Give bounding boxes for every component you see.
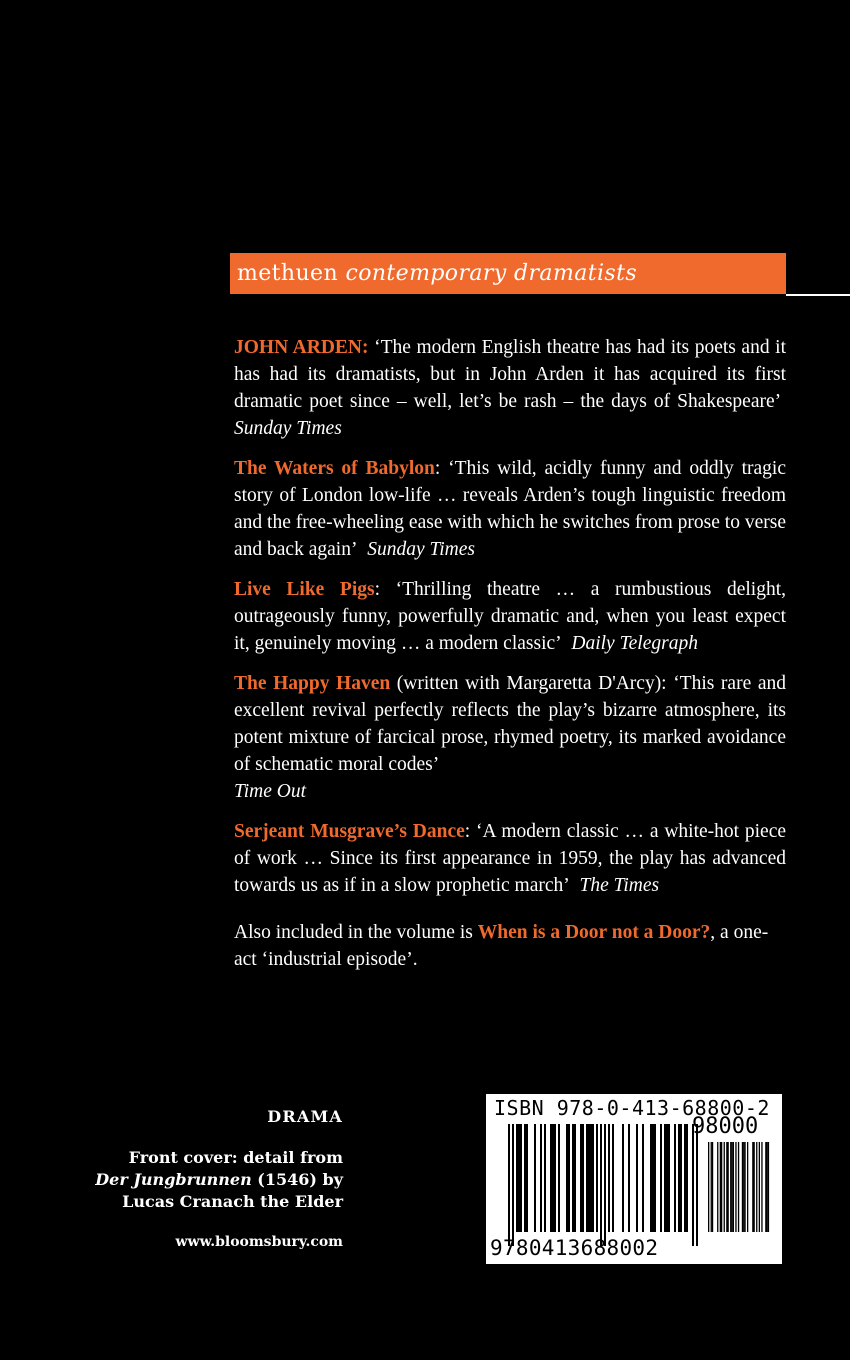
barcode-bar <box>588 1124 590 1232</box>
blurb-title: Live Like Pigs <box>234 579 375 600</box>
ean-left-group: 780413 <box>502 1236 581 1260</box>
banner-rule <box>786 294 850 296</box>
price-bar <box>726 1142 727 1232</box>
barcode-bar <box>680 1124 682 1232</box>
barcode-bar <box>696 1124 698 1246</box>
credit-line-3: Lucas Cranach the Elder <box>122 1192 343 1211</box>
blurb-quote: ‘This wild, acidly funny and oddly tragic story of London low-life … reveals Arden’s tough linguistic freedom and the free-wheeling ease with which he switches from prose to verse and back again’ <box>234 458 786 560</box>
price-bar <box>767 1142 768 1232</box>
barcode-bar <box>666 1124 668 1232</box>
blurb-separator: : <box>362 337 375 358</box>
blurb-quote: ‘This rare and excellent revival perfectly reflects the play’s bizarre atmosphere, its potent mixture of farcical prose, rhymed poetry, its marked avoidance of schematic moral codes’ <box>234 673 786 775</box>
blurb-source: Sunday Times <box>367 539 475 560</box>
isbn-label: ISBN 978-0-413-68800-2 <box>494 1096 770 1120</box>
barcode-bar <box>684 1124 686 1232</box>
blurb-separator: : <box>464 821 477 842</box>
barcode-bar <box>612 1124 614 1232</box>
blurb-quote: ‘A modern classic … a white-hot piece of work … Since its first appearance in 1959, the play has advanced towards us as if in a slow prophetic march’ <box>234 821 787 896</box>
series-name: contemporary dramatists <box>345 261 638 286</box>
barcode-bar <box>600 1124 602 1246</box>
price-code: 98000 <box>692 1114 759 1139</box>
blurb-title: Serjeant Musgrave’s Dance <box>234 821 465 842</box>
barcode-bar <box>664 1124 666 1232</box>
price-bar <box>765 1142 766 1232</box>
price-bar <box>711 1142 712 1232</box>
price-bar <box>708 1142 709 1232</box>
barcode-bar <box>604 1124 606 1246</box>
barcode-bar <box>518 1124 520 1232</box>
blurb-source: The Times <box>579 875 660 896</box>
barcode-bar <box>660 1124 662 1232</box>
price-bar <box>721 1142 722 1232</box>
barcode-bar <box>512 1124 514 1246</box>
also-suffix: , a one-act ‘industrial episode’. <box>234 922 769 970</box>
barcode-bar <box>554 1124 556 1232</box>
credit-line-2 <box>83 1169 343 1191</box>
blurb-happy-haven <box>234 670 786 805</box>
barcode-bar <box>520 1124 522 1232</box>
price-bar <box>717 1142 718 1232</box>
barcode-bar <box>550 1124 552 1232</box>
price-bar <box>761 1142 762 1232</box>
barcode-bar <box>544 1124 546 1232</box>
price-bar <box>731 1142 732 1232</box>
blurb-waters-of-babylon <box>234 455 786 563</box>
blurb-quote: ‘The modern English theatre has had its poets and it has had its dramatists, but in John Arden it has acquired its first dramatic poet since – well, let’s be rash – the days of Shakespeare’ <box>234 337 787 412</box>
ean-first-digit: 9 <box>490 1236 503 1260</box>
blurb-quote: ‘Thrilling theatre … a rumbustious delight, outrageously funny, powerfully dramatic and, when you least expect it, genuinely moving … a modern classic’ <box>234 579 787 654</box>
blurb-john-arden <box>234 334 786 442</box>
also-title: When is a Door not a Door? <box>477 922 711 943</box>
price-bar <box>724 1142 725 1232</box>
also-included <box>234 919 786 973</box>
barcode-bar <box>526 1124 528 1232</box>
barcode-bar <box>650 1124 652 1232</box>
blurb-source: Time Out <box>234 781 307 802</box>
barcode-bar <box>516 1124 518 1232</box>
barcode-bar <box>652 1124 654 1232</box>
series-publisher: methuen <box>237 261 339 286</box>
blurb-separator: : <box>434 458 449 479</box>
price-bar <box>754 1142 755 1232</box>
barcode-bar <box>558 1124 560 1232</box>
barcode-bar <box>622 1124 624 1232</box>
also-prefix: Also included in the volume is <box>234 922 478 943</box>
isbn-barcode <box>486 1094 782 1264</box>
blurb-live-like-pigs <box>234 576 786 657</box>
price-bar <box>743 1142 744 1232</box>
credit-line-1: Front cover: detail from <box>128 1148 343 1167</box>
back-matter <box>83 1106 343 1253</box>
barcode-bar <box>678 1124 680 1232</box>
credit-work-title: Der Jungbrunnen <box>95 1170 252 1189</box>
price-bar <box>735 1142 736 1232</box>
price-bar <box>712 1142 713 1232</box>
blurb-title: The Waters of Babylon <box>234 458 435 479</box>
barcode-bar <box>592 1124 594 1232</box>
barcode-bar <box>524 1124 526 1232</box>
barcode-bar <box>628 1124 630 1232</box>
price-bar <box>733 1142 734 1232</box>
barcode-bar <box>590 1124 592 1232</box>
ean-digits <box>490 1236 658 1260</box>
price-bar <box>752 1142 753 1232</box>
blurb-title: The Happy Haven <box>234 673 391 694</box>
price-bar <box>759 1142 760 1232</box>
blurb-list <box>234 334 786 986</box>
barcode-bar <box>580 1124 582 1232</box>
barcode-bar <box>608 1124 610 1232</box>
category-label: DRAMA <box>267 1107 343 1126</box>
blurb-title: JOHN ARDEN <box>234 337 363 358</box>
ean-right-group: 688002 <box>580 1236 659 1260</box>
barcode-bar <box>508 1124 510 1246</box>
barcode-bar <box>566 1124 568 1232</box>
blurb-source: Daily Telegraph <box>571 633 698 654</box>
blurb-source: Sunday Times <box>234 418 342 439</box>
barcode-bar <box>540 1124 542 1232</box>
barcode-bar <box>686 1124 688 1232</box>
barcode-bar <box>692 1124 694 1246</box>
series-banner <box>230 253 786 294</box>
price-bar <box>768 1142 769 1232</box>
credit-year: (1546) by <box>251 1170 343 1189</box>
barcode-bar <box>586 1124 588 1232</box>
price-bar <box>747 1142 748 1232</box>
publisher-website: www.bloomsbury.com <box>175 1234 343 1250</box>
barcode-bar <box>568 1124 570 1232</box>
price-bar <box>720 1142 721 1232</box>
barcode-bar <box>596 1124 598 1232</box>
price-bar <box>756 1142 757 1232</box>
price-bar <box>738 1142 739 1232</box>
blurb-musgraves-dance <box>234 818 786 899</box>
blurb-separator: : <box>374 579 396 600</box>
barcode-bar <box>582 1124 584 1232</box>
barcode-bar <box>642 1124 644 1232</box>
barcode-bar <box>574 1124 576 1232</box>
barcode-bar <box>674 1124 676 1232</box>
barcode-bar <box>654 1124 656 1232</box>
price-bar <box>728 1142 729 1232</box>
price-bar <box>730 1142 731 1232</box>
barcode-bar <box>552 1124 554 1232</box>
price-bar <box>744 1142 745 1232</box>
cover-credit <box>83 1147 343 1213</box>
barcode-bar <box>636 1124 638 1232</box>
barcode-bar <box>572 1124 574 1232</box>
barcode-bar <box>668 1124 670 1232</box>
price-bar <box>742 1142 743 1232</box>
barcode-bar <box>534 1124 536 1232</box>
blurb-separator: (written with Margaretta D'Arcy): <box>390 673 674 694</box>
